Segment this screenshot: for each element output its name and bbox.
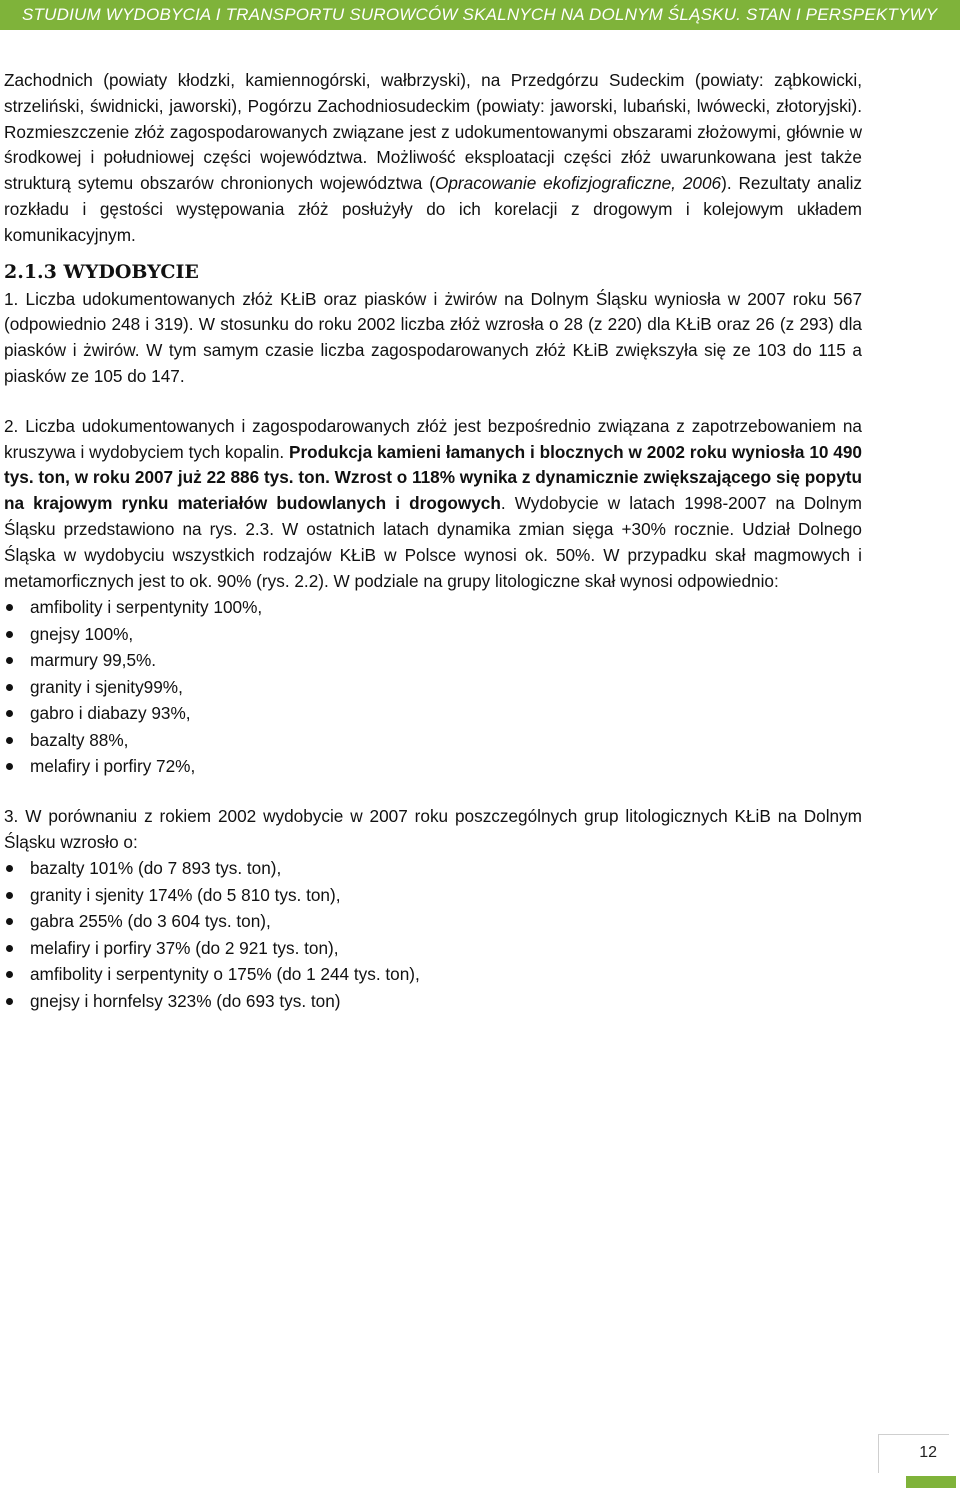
point-2-bold-text: Produkcja kamieni łamanych i blocznych w 2002 roku wyniosła 10 490 tys. ton, w roku 2007 już 22 886 tys. ton. Wzrost o 118% wynika z dynamicznie zwiększającego się popytu na krajowym rynku materiałów budowlanych i drogowych [4,441,862,514]
list-item-text: gnejsy 100%, [30,623,134,644]
list-item [4,961,862,988]
point-2-paragraph [4,414,862,595]
list-item-text: melafiry i porfiry 37% (do 2 921 tys. ton), [30,937,339,958]
intro-paragraph [4,68,862,249]
list-item [4,621,862,648]
list-item-text: amfibolity i serpentynity 100%, [30,597,263,618]
page-number-box [878,1434,949,1473]
list-item [4,908,862,935]
bullet-icon [6,684,13,691]
list-item-text: gabro i diabazy 93%, [30,703,191,724]
intro-text-b: Rozmieszczenie złóż zagospodarowanych związane jest z udokumentowanymi obszarami złożowymi, głównie w środkowej i południowej części województwa. Możliwość eksploatacji części złóż uwarunkowana jest także strukturą sytemu obszarów chronionych województwa ( [4,121,862,194]
list-item-text: gnejsy i hornfelsy 323% (do 693 tys. ton) [30,990,341,1011]
intro-text-c: ). Rezultaty analiz rozkładu i gęstości występowania złóż posłużyły do ich korelacji z drogowym i kolejowym układem komunikacyjnym. [4,173,862,245]
list-item-text: bazalty 88%, [30,729,129,750]
list-item-text: granity i sjenity 174% (do 5 810 tys. ton), [30,884,341,905]
list-item [4,594,862,621]
page-content [4,68,862,1014]
list-item [4,700,862,727]
list-item [4,727,862,754]
list-item-text: gabra 255% (do 3 604 tys. ton), [30,911,271,932]
point-2-text-b: . Wydobycie w latach 1998-2007 na Dolnym Śląsku przedstawiono na rys. 2.3. W ostatnich latach dynamika zmian sięga +30% rocznie. Udział Dolnego Śląska w wydobyciu wszystkich rodzajów KŁiB w Polsce wynosi ok. 50%. W przypadku skał magmowych i metamorficznych jest to ok. 90% (rys. 2.2). W podziale na grupy litologiczne skał wynosi odpowiednio: [4,493,863,591]
list-item [4,935,862,962]
section-heading: 2.1.3 WYDOBYCIE [4,260,199,283]
bullet-icon [6,737,13,744]
bullet-icon [6,657,13,664]
spacer [4,390,862,414]
bullet-icon [6,604,13,611]
bullet-icon [6,945,13,952]
bullet-icon [6,631,13,638]
page-number: 12 [919,1444,937,1461]
intro-text-a: Zachodnich (powiaty kłodzki, kamiennogórski, wałbrzyski), na Przedgórzu Sudeckim (powiaty: ząbkowicki, strzeliński, świdnicki, jaworski), Pogórzu Zachodniosudeckim (powiaty: jaworski, lubański, lwówecki, złotoryjski). [4,70,862,116]
list-item [4,882,862,909]
lithology-growth-list [4,855,862,1014]
bullet-icon [6,918,13,925]
list-item [4,647,862,674]
list-item-text: bazalty 101% (do 7 893 tys. ton), [30,858,282,879]
running-header: STUDIUM WYDOBYCIA I TRANSPORTU SUROWCÓW SKALNYCH NA DOLNYM ŚLĄSKU. STAN I PERSPEKTYWY [22,5,938,24]
lithology-share-list [4,594,862,780]
list-item-text: amfibolity i serpentynity o 175% (do 1 244 tys. ton), [30,964,420,985]
list-item [4,988,862,1015]
list-item-text: melafiry i porfiry 72%, [30,756,196,777]
header-band [0,0,960,30]
intro-citation: Opracowanie ekofizjograficzne, 2006 [434,173,722,194]
bullet-icon [6,710,13,717]
list-item-text: granity i sjenity99%, [30,676,183,697]
list-item [4,674,862,701]
page-accent-bar [906,1476,956,1488]
list-item-text: marmury 99,5%. [30,650,157,671]
point-3-paragraph: 3. W porównaniu z rokiem 2002 wydobycie w 2007 roku poszczególnych grup litologicznych KŁiB na Dolnym Śląsku wzrosło o: [4,805,862,852]
bullet-icon [6,865,13,872]
list-item [4,855,862,882]
bullet-icon [6,971,13,978]
point-1-paragraph: 1. Liczba udokumentowanych złóż KŁiB oraz piasków i żwirów na Dolnym Śląsku wyniosła w 2007 roku 567 (odpowiednio 248 i 319). W stosunku do roku 2002 liczba złóż wzrosła o 28 (z 220) dla KŁiB oraz 26 (z 293) dla piasków i żwirów. W tym samym czasie liczba zagospodarowanych złóż KŁiB zwiększyła się ze 103 do 115 a piasków ze 105 do 147. [4,288,862,386]
list-item [4,753,862,780]
bullet-icon [6,763,13,770]
bullet-icon [6,998,13,1005]
spacer [4,780,862,804]
bullet-icon [6,892,13,899]
point-2-text-a: 2. Liczba udokumentowanych i zagospodarowanych złóż jest bezpośrednio związana z zapotrzebowaniem na kruszywa i wydobyciem tych kopalin. [4,415,862,462]
